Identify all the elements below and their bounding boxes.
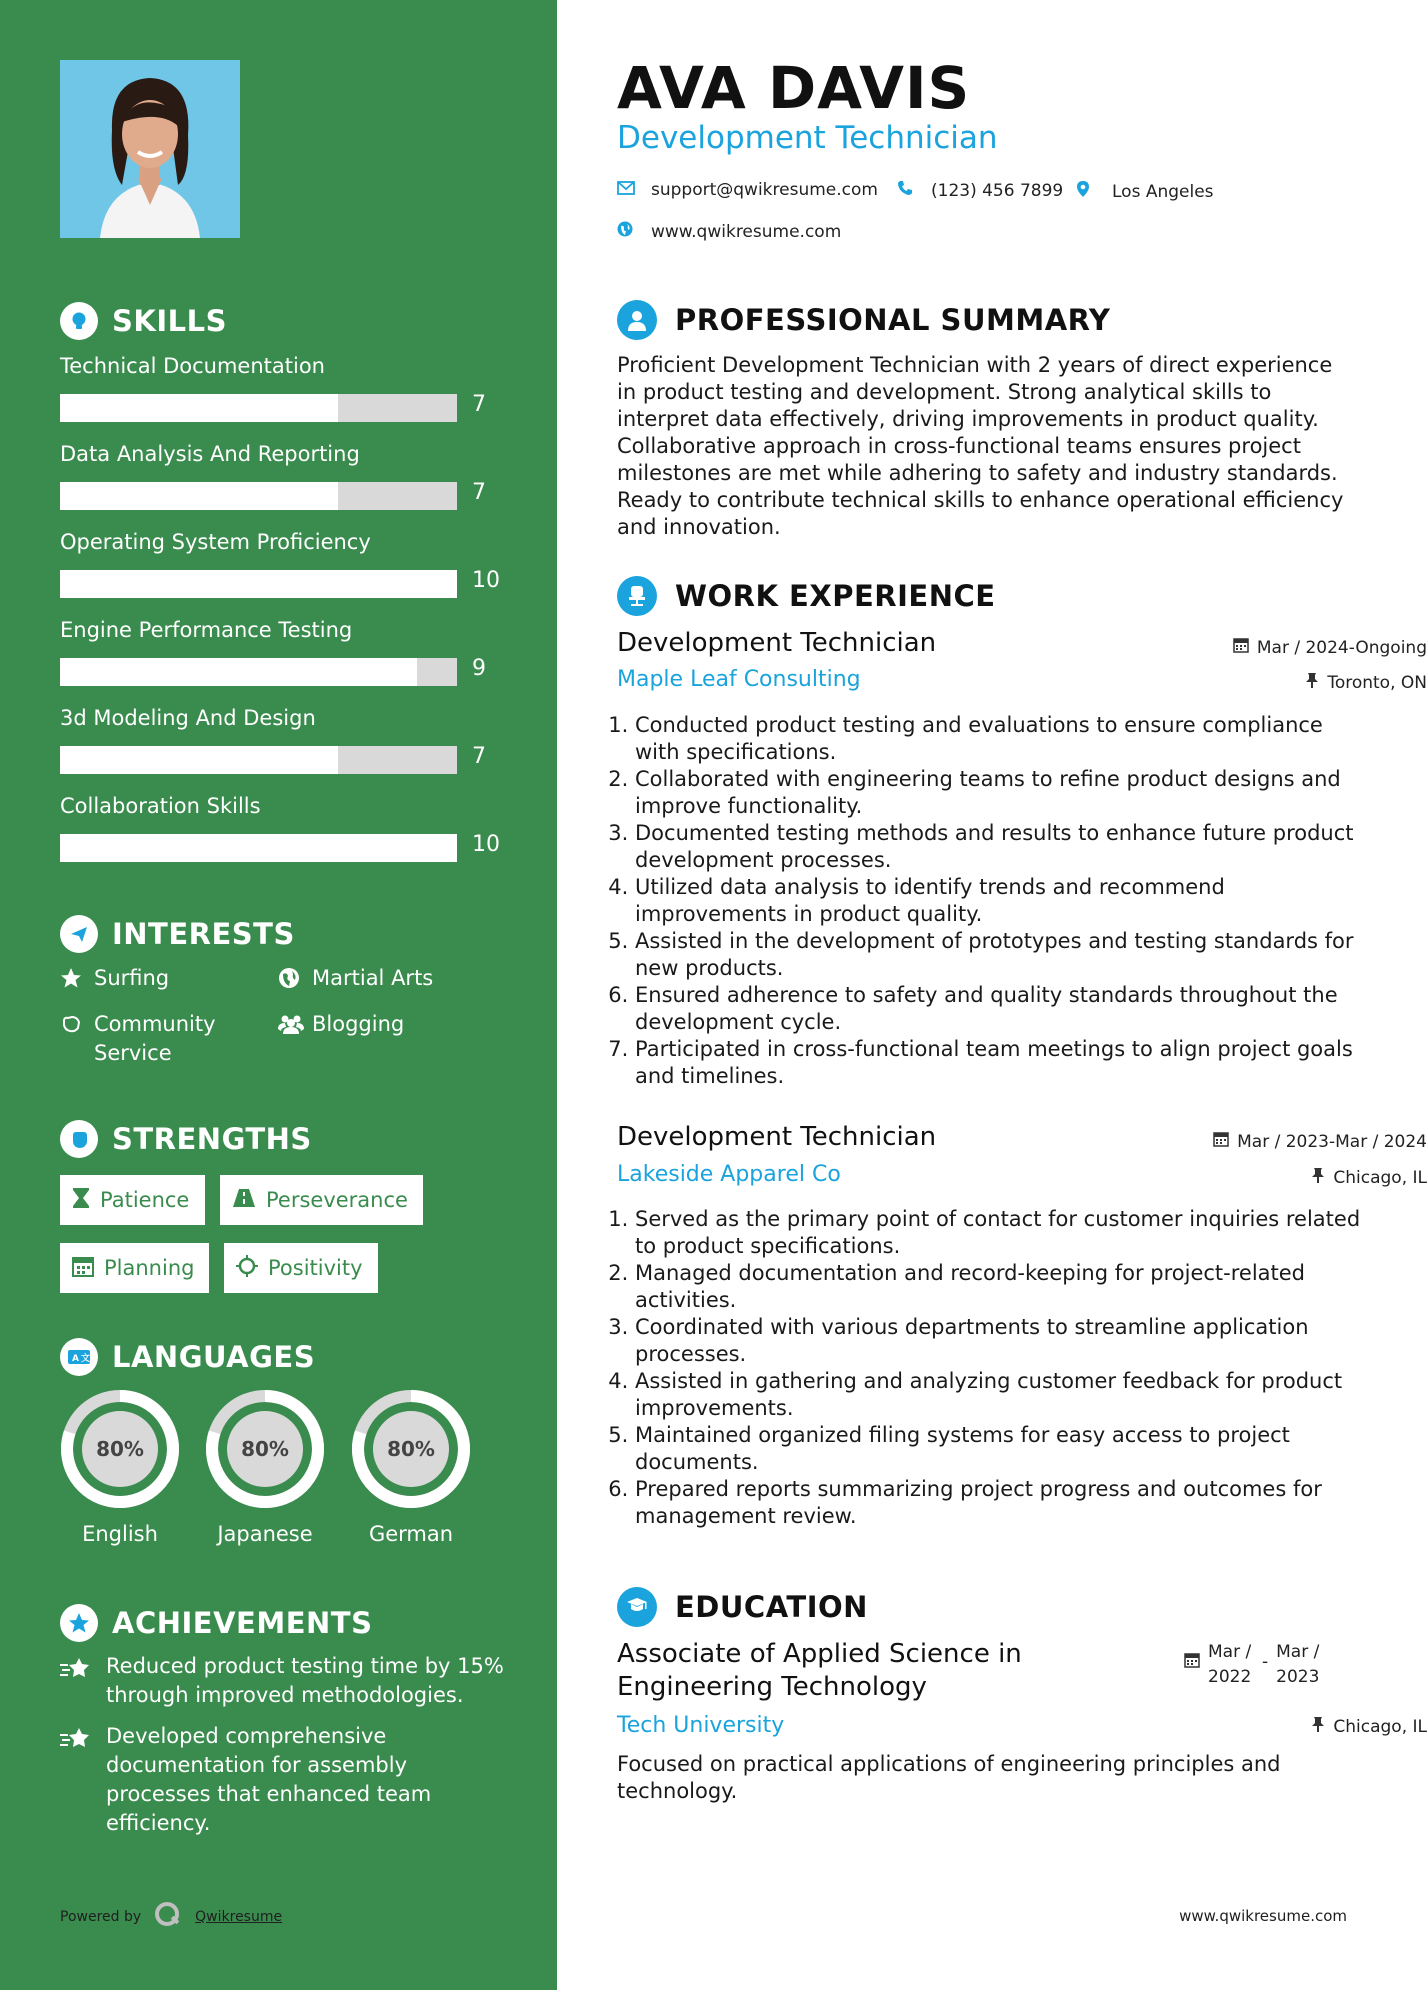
language-name: German	[368, 1522, 454, 1546]
globe-icon	[278, 964, 302, 997]
skill-item	[60, 352, 500, 417]
calendar-icon	[1184, 1640, 1200, 1690]
skill-item	[60, 440, 500, 505]
lightbulb-icon	[60, 302, 98, 340]
skill-name: Engine Performance Testing	[60, 618, 353, 642]
shooting-star-icon	[60, 1722, 94, 1838]
language-name: English	[82, 1522, 158, 1546]
footer-url: www.qwikresume.com	[1179, 1907, 1347, 1925]
language-item	[204, 1388, 326, 1546]
skill-name: Operating System Proficiency	[60, 530, 371, 554]
road-icon	[232, 1188, 256, 1213]
skill-value: 9	[472, 656, 486, 681]
achievement-item: Developed comprehensive documentation for assembly processes that enhanced team efficiency.	[60, 1722, 510, 1838]
language-progress-ring	[204, 1388, 326, 1510]
education-dates	[1184, 1640, 1322, 1690]
calendar-icon	[72, 1255, 94, 1282]
skill-name: 3d Modeling And Design	[60, 706, 316, 730]
skill-bar-fill	[60, 482, 338, 510]
experience-heading: WORK EXPERIENCE	[617, 576, 996, 616]
skill-value: 7	[472, 744, 486, 769]
skill-bar	[60, 482, 457, 510]
skill-bar-fill	[60, 394, 338, 422]
users-icon	[278, 1010, 302, 1043]
school-name: Tech University	[617, 1713, 785, 1738]
sun-icon	[236, 1255, 258, 1282]
education-heading: EDUCATION	[617, 1587, 868, 1627]
skill-name: Collaboration Skills	[60, 794, 261, 818]
calendar-icon	[1233, 637, 1249, 658]
svg-text:文: 文	[81, 1354, 91, 1364]
phone-icon	[897, 180, 913, 201]
skill-bar-fill	[60, 570, 457, 598]
language-percent: 80%	[241, 1437, 289, 1461]
language-progress-ring	[350, 1388, 472, 1510]
qwikresume-link[interactable]: Qwikresume	[195, 1909, 283, 1925]
envelope-icon	[617, 180, 635, 200]
skill-item	[60, 792, 500, 857]
list-item: 2. Managed documentation and record-keeping for project-related activities.	[635, 1260, 1370, 1314]
fist-icon	[60, 1120, 98, 1158]
achievement-item: Reduced product testing time by 15% through improved methodologies.	[60, 1652, 510, 1710]
company-name: Maple Leaf Consulting	[617, 667, 861, 692]
contact-location: Los Angeles	[1076, 180, 1214, 203]
list-item: 6. Prepared reports summarizing project progress and outcomes for management review.	[635, 1476, 1370, 1530]
shooting-star-icon	[60, 1652, 94, 1710]
list-item: 3. Coordinated with various departments to streamline application processes.	[635, 1314, 1370, 1368]
language-item	[59, 1388, 181, 1546]
language-percent: 80%	[96, 1437, 144, 1461]
pushpin-icon	[1311, 1167, 1325, 1188]
list-item: 5. Maintained organized filing systems for easy access to project documents.	[635, 1422, 1370, 1476]
list-item: 1. Served as the primary point of contact for customer inquiries related to product specifications.	[635, 1206, 1370, 1260]
list-item: 2. Collaborated with engineering teams to refine product designs and improve functionality.	[635, 766, 1370, 820]
job-location: Chicago, IL	[1311, 1167, 1427, 1188]
pushpin-icon	[1305, 672, 1319, 693]
translate-icon	[60, 1338, 98, 1376]
skill-value: 7	[472, 480, 486, 505]
job-duties-list	[617, 1206, 1370, 1530]
strength-badge: Perseverance	[220, 1175, 423, 1225]
profile-photo	[60, 60, 240, 238]
map-pin-icon	[1076, 180, 1090, 203]
skill-bar-fill	[60, 746, 338, 774]
interest-item: Community Service	[60, 1010, 240, 1068]
language-progress-ring	[59, 1388, 181, 1510]
company-name: Lakeside Apparel Co	[617, 1162, 841, 1187]
strength-badge: Planning	[60, 1243, 209, 1293]
skill-bar	[60, 746, 457, 774]
degree-title: Associate of Applied Science in Engineering Technology	[617, 1639, 1022, 1702]
star-icon	[60, 964, 84, 997]
skill-name: Technical Documentation	[60, 354, 325, 378]
skill-bar-fill	[60, 658, 417, 686]
skills-heading: SKILLS	[60, 302, 227, 340]
job-dates: Mar / 2023-Mar / 2024	[1213, 1131, 1427, 1152]
education-start: Mar / 2022	[1208, 1642, 1252, 1687]
chair-icon	[617, 576, 657, 616]
candidate-title: Development Technician	[617, 120, 998, 156]
education-description: Focused on practical applications of engineering principles and technology.	[617, 1752, 1281, 1803]
skill-item	[60, 704, 500, 769]
achievements-heading: ACHIEVEMENTS	[60, 1604, 372, 1642]
list-item: 5. Assisted in the development of prototypes and testing standards for new products.	[635, 928, 1370, 982]
skill-bar	[60, 658, 457, 686]
job-dates: Mar / 2024-Ongoing	[1233, 637, 1427, 658]
contact-email: support@qwikresume.com	[617, 180, 878, 200]
hourglass-icon	[72, 1187, 90, 1214]
interests-heading: INTERESTS	[60, 915, 295, 953]
strengths-heading: STRENGTHS	[60, 1120, 312, 1158]
list-item: 3. Documented testing methods and results to enhance future product development processes.	[635, 820, 1370, 874]
skill-value: 10	[472, 568, 500, 593]
education-location: Chicago, IL	[1311, 1716, 1427, 1737]
list-item: 6. Ensured adherence to safety and quality standards throughout the development cycle.	[635, 982, 1370, 1036]
contact-website: www.qwikresume.com	[617, 221, 841, 242]
strength-badge: Positivity	[224, 1243, 378, 1293]
interest-item: Surfing	[60, 964, 169, 997]
summary-heading: PROFESSIONAL SUMMARY	[617, 300, 1110, 340]
calendar-icon	[1213, 1131, 1229, 1152]
list-item: 4. Utilized data analysis to identify trends and recommend improvements in product quality.	[635, 874, 1370, 928]
strength-badge: Patience	[60, 1175, 205, 1225]
language-item	[350, 1388, 472, 1546]
globe-icon	[617, 221, 633, 242]
language-percent: 80%	[387, 1437, 435, 1461]
job-title: Development Technician	[617, 1122, 937, 1152]
skill-value: 7	[472, 392, 486, 417]
skill-item	[60, 616, 500, 681]
pushpin-icon	[1311, 1716, 1325, 1737]
job-duties-list	[617, 712, 1370, 1090]
list-item: 4. Assisted in gathering and analyzing customer feedback for product improvements.	[635, 1368, 1370, 1422]
star-badge-icon	[60, 1604, 98, 1642]
candidate-name: AVA DAVIS	[617, 54, 971, 122]
paper-plane-icon	[60, 915, 98, 953]
sidebar	[0, 0, 557, 1990]
graduate-icon	[617, 1587, 657, 1627]
svg-text:A: A	[72, 1354, 80, 1364]
skill-bar	[60, 394, 457, 422]
skill-value: 10	[472, 832, 500, 857]
summary-text: Proficient Development Technician with 2 years of direct experience in product testing and development. Strong analytical skills to interpret data effectively, driving improvements in product quality. Collaborative approach in cross-functional teams ensures project milestones are met while adhering to safety and industry standards. Ready to contribute technical skills to enhance operational efficiency and innovation.	[617, 353, 1344, 539]
qwikresume-logo-icon	[153, 1900, 183, 1934]
powered-by: Powered by Qwikresume	[60, 1900, 282, 1934]
list-item: 7. Participated in cross-functional team meetings to align project goals and timelines.	[635, 1036, 1370, 1090]
skill-item	[60, 528, 500, 593]
interest-item: Blogging	[278, 1010, 404, 1043]
languages-heading: A 文 LANGUAGES	[60, 1338, 315, 1376]
skill-bar	[60, 570, 457, 598]
contact-phone: (123) 456 7899	[897, 180, 1063, 201]
skill-bar-fill	[60, 834, 457, 862]
job-title: Development Technician	[617, 628, 937, 658]
skill-bar	[60, 834, 457, 862]
date-separator: -	[1262, 1652, 1269, 1672]
job-location: Toronto, ON	[1305, 672, 1427, 693]
hand-icon	[60, 1010, 84, 1068]
user-icon	[617, 300, 657, 340]
language-name: Japanese	[217, 1522, 313, 1546]
skill-name: Data Analysis And Reporting	[60, 442, 360, 466]
interest-item: Martial Arts	[278, 964, 433, 997]
education-end: Mar / 2023	[1276, 1642, 1320, 1687]
list-item: 1. Conducted product testing and evaluations to ensure compliance with specifications.	[635, 712, 1370, 766]
